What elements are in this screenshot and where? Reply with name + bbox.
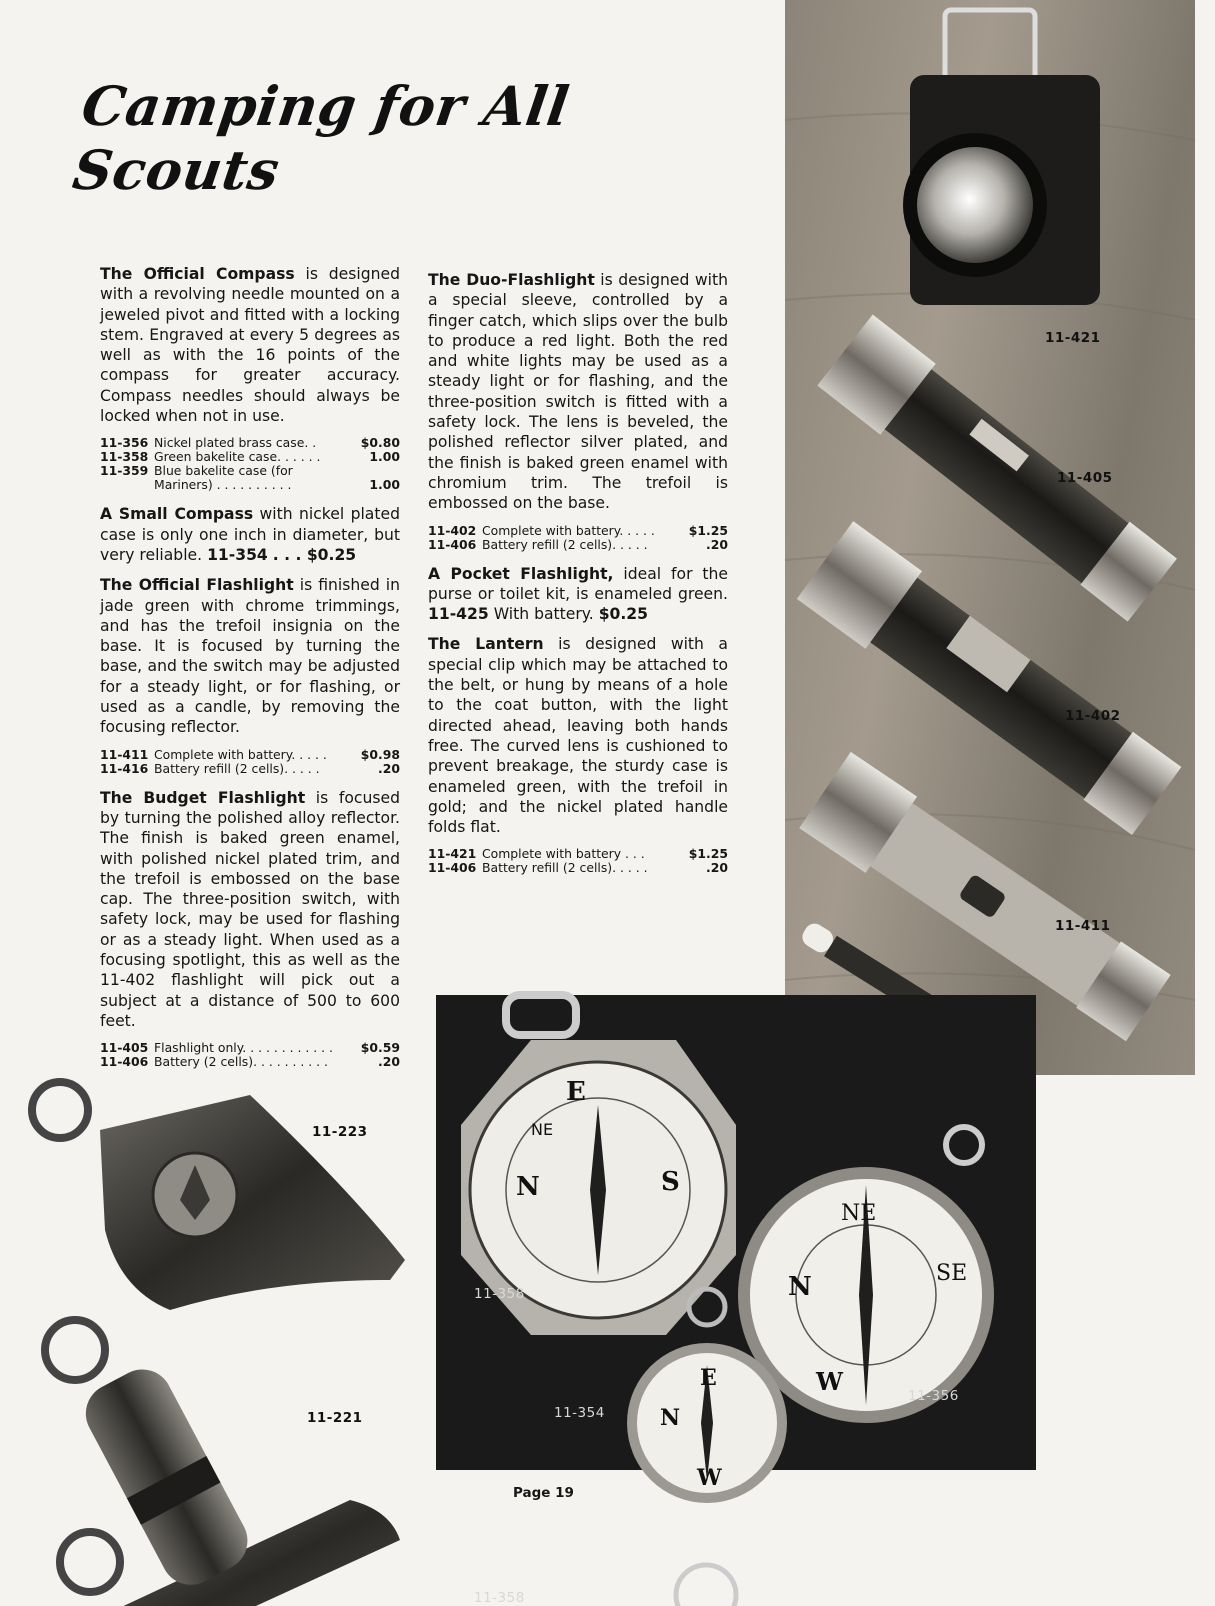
label-compass-358: 11-358: [474, 1286, 525, 1302]
label-lantern: 11-421: [1045, 330, 1101, 346]
small-compass-heading: A Small Compass: [100, 505, 254, 524]
compass-358-s: S: [661, 1167, 680, 1197]
label-compass-358: 11-358: [474, 1590, 525, 1606]
lantern-product: [903, 10, 1100, 305]
compass-small-illustration: [612, 1285, 812, 1515]
price-row: 11-406 Battery refill (2 cells). . . . . .20: [428, 536, 728, 552]
middle-column: [428, 270, 728, 887]
pocket-flashlight-heading: A Pocket Flashlight,: [428, 564, 614, 583]
compass-358-ne: NE: [531, 1120, 554, 1139]
flashlights-illustration: [785, 0, 1195, 1075]
duo-flashlight-prices: [428, 524, 728, 552]
flashlights-photo: [785, 0, 1195, 1075]
compass-11-358: [461, 995, 736, 1335]
lantern-desc: The Lantern is designed with a special clip which may be attached to the belt, or hung by means of a hole to the coat button, with the light directed ahead, leaving both hands free. The curved lens is cushioned to prevent breakage, the sturdy case is enameled green, with the trefoil in gold; and the nickel plated handle folds flat.: [428, 635, 728, 837]
small-compass-desc: A Small Compass with nickel plated case is only one inch in diameter, but very reliable. 11-354 . . . $0.25: [100, 505, 400, 564]
whistle-round-illustration: [20, 1310, 400, 1570]
compass-354-w: W: [697, 1465, 722, 1491]
price-row: 11-421 Complete with battery . . . $1.25: [428, 846, 728, 862]
compass-358-n: N: [516, 1172, 540, 1202]
price-row: 11-402 Complete with battery. . . . . $1.25: [428, 522, 728, 538]
label-whistle-223: 11-223: [312, 1124, 368, 1140]
label-flashlight-402: 11-402: [1065, 708, 1121, 724]
compass-358-e: E: [566, 1077, 586, 1107]
label-flashlight-411: 11-411: [1055, 918, 1111, 934]
compass-356-se: SE: [936, 1261, 968, 1286]
price-row: 11-416 Battery refill (2 cells). . . . . .20: [100, 760, 400, 776]
official-compass-desc: The Official Compass is designed with a revolving needle mounted on a jeweled pivot and fitted with a locking stem. Engraved at every 5 degrees as well as with the 16 points of the compass for greater accuracy. Compass needles should always be locked when not in use.: [100, 265, 400, 426]
duo-flashlight-heading: The Duo-Flashlight: [428, 271, 595, 289]
budget-flashlight-prices: [100, 1041, 400, 1069]
official-flashlight-desc: The Official Flashlight is finished in jade green with chrome trimmings, and has the trefoil insignia on the base. It is focused by turning the base, and the switch may be adjusted for a steady light, or for flashing, or used as a candle, by removing the focusing reflector.: [100, 576, 400, 737]
compass-11-354: [676, 1565, 736, 1606]
price-row: 11-356 Nickel plated brass case. . $0.80: [100, 435, 400, 451]
price-row: 11-406 Battery (2 cells). . . . . . . . . . .20: [100, 1054, 400, 1070]
page-number: Page 19: [513, 1485, 574, 1501]
label-flashlight-405: 11-405: [1057, 470, 1113, 486]
official-compass-heading: The Official Compass: [100, 265, 295, 283]
compass-356-w: W: [816, 1367, 843, 1396]
price-row: 11-411 Complete with battery. . . . . $0.98: [100, 746, 400, 762]
page-title: Camping for All Scouts: [69, 74, 574, 202]
left-column: [100, 264, 400, 1081]
price-row: 11-359 Blue bakelite case (for Mariners) . . . . . . . . . . 1.00: [100, 463, 400, 493]
pocket-flashlight-desc: A Pocket Flashlight, ideal for the purse or toilet kit, is enameled green. 11-425 With battery. $0.25: [428, 564, 728, 624]
whistle-flat: [32, 1082, 405, 1310]
official-compass-prices: [100, 436, 400, 492]
price-row: 11-405 Flashlight only. . . . . . . . . . . . $0.59: [100, 1040, 400, 1056]
label-compass-354: 11-354: [554, 1405, 605, 1421]
official-flashlight-prices: [100, 748, 400, 776]
duo-flashlight-desc: The Duo-Flashlight is designed with a special sleeve, controlled by a finger catch, which slips over the bulb to produce a red light. Both the red and white lights may be used as a steady light or for flashing, and the three-position switch is fitted with a safety lock. The lens is beveled, the polished reflector silver plated, and the finish is baked green enamel with chromium trim. The trefoil is embossed on the base.: [428, 271, 728, 513]
budget-flashlight-heading: The Budget Flashlight: [100, 788, 306, 807]
price-row: 11-406 Battery refill (2 cells). . . . . .20: [428, 860, 728, 876]
lantern-prices: [428, 847, 728, 875]
official-flashlight-heading: The Official Flashlight: [100, 576, 294, 595]
compass-354-e: E: [700, 1365, 717, 1391]
budget-flashlight-desc: The Budget Flashlight is focused by turning the polished alloy reflector. The finish is baked green enamel, with polished nickel plated trim, and the trefoil is embossed on the base cap. The three-position switch, with safety lock, may be used for flashing or as a steady light. When used as a focusing spotlight, this as well as the 11-402 flashlight will pick out a subject at a distance of 500 to 600 feet.: [100, 788, 400, 1030]
compass-356-ne: NE: [841, 1201, 877, 1226]
label-whistle-221: 11-221: [307, 1410, 363, 1426]
lantern-heading: The Lantern: [428, 635, 544, 654]
compass-356-n: N: [788, 1272, 812, 1302]
compass-354-n: N: [660, 1405, 681, 1431]
price-row: 11-358 Green bakelite case. . . . . . 1.00: [100, 449, 400, 465]
label-compass-356: 11-356: [908, 1388, 959, 1404]
